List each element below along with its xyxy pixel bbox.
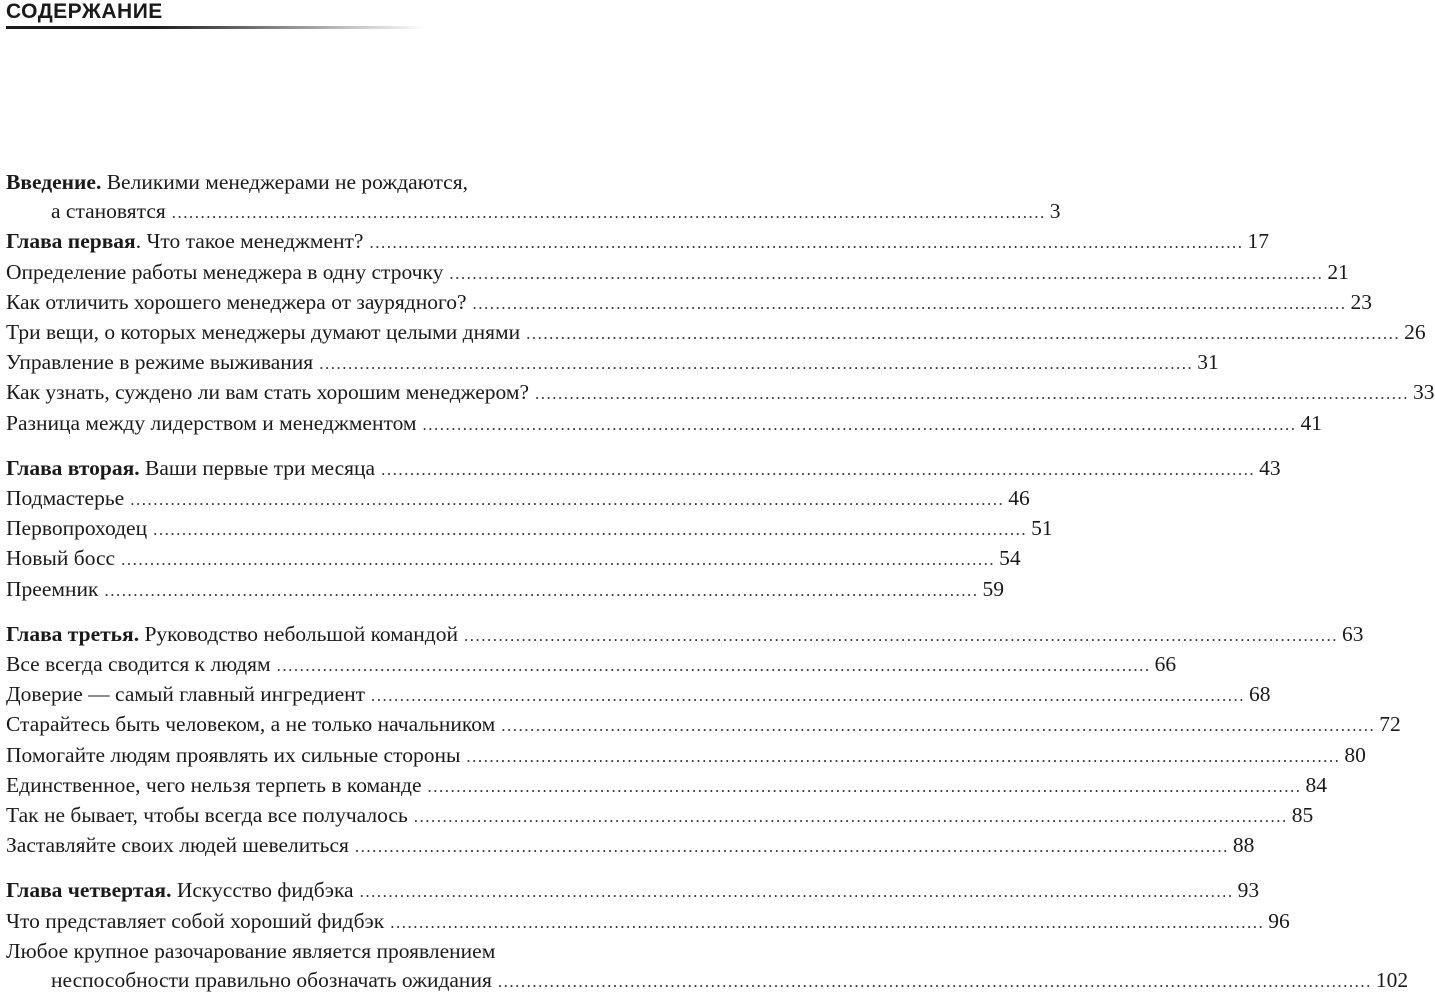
- entry-title: [51, 197, 166, 226]
- chapter-label: Глава третья.: [6, 621, 140, 646]
- entry-text: Великими менеджерами не рождаются,: [101, 170, 468, 194]
- entry-title: [6, 409, 417, 438]
- toc-line: [6, 907, 1290, 937]
- dot-leader: ........................................................................................................................................................: [526, 324, 1401, 344]
- toc-entry[interactable]: [6, 454, 1281, 484]
- toc-entry[interactable]: [6, 907, 1290, 937]
- chapter-label: Введение.: [6, 170, 102, 194]
- page-number: 23: [1350, 289, 1373, 314]
- dot-leader: ........................................................................................................................................................: [497, 972, 1372, 992]
- entry-text: Так не бывает, чтобы всегда все получалось: [6, 803, 408, 828]
- entry-text: Первопроходец: [6, 516, 148, 541]
- entry-title: [6, 907, 384, 936]
- toc-line: [6, 258, 1349, 288]
- dot-leader: ........................................................................................................................................................: [371, 686, 1246, 706]
- dot-leader: ........................................................................................................................................................: [449, 263, 1324, 283]
- dot-leader: ........................................................................................................................................................: [354, 837, 1229, 857]
- page-number: 66: [1154, 652, 1177, 677]
- toc-entry[interactable]: [6, 771, 1328, 801]
- dot-leader: ........................................................................................................................................................: [501, 716, 1376, 736]
- page-number: 41: [1300, 410, 1323, 435]
- page-number: 96: [1268, 908, 1290, 933]
- entry-text: Ваши первые три месяца: [139, 455, 376, 480]
- toc-entry[interactable]: [6, 544, 1021, 574]
- entry-title: [6, 227, 363, 256]
- page-number: 51: [1031, 516, 1053, 541]
- toc-entry[interactable]: [6, 741, 1366, 771]
- dot-leader: ........................................................................................................................................................: [319, 354, 1194, 374]
- toc-line: [6, 620, 1364, 650]
- entry-text: Как отличить хорошего менеджера от заурядного?: [6, 289, 467, 314]
- page-number: 68: [1249, 682, 1271, 707]
- toc-line: [6, 227, 1269, 257]
- entry-title: [6, 168, 468, 197]
- entry-title: [6, 378, 529, 407]
- toc-line: [6, 409, 1323, 439]
- dot-leader: ........................................................................................................................................................: [171, 203, 1046, 223]
- toc-line: [6, 454, 1281, 484]
- page-number: 17: [1247, 229, 1269, 254]
- toc-entry[interactable]: [6, 937, 1409, 996]
- chapter-label: Глава первая: [6, 229, 136, 254]
- entry-title: [6, 771, 422, 800]
- toc-line: [6, 650, 1177, 680]
- dot-leader: ........................................................................................................................................................: [104, 580, 979, 600]
- toc-group: [6, 168, 1435, 439]
- toc-entry[interactable]: [6, 801, 1314, 831]
- page-title: СОДЕРЖАНИЕ: [6, 0, 163, 23]
- toc-line: [6, 197, 1061, 227]
- page-number: 102: [1375, 968, 1409, 993]
- page-number: 31: [1197, 350, 1219, 375]
- toc-entry[interactable]: [6, 876, 1260, 906]
- entry-title: [6, 288, 467, 317]
- entry-title: [6, 801, 408, 830]
- toc-line: [6, 318, 1426, 348]
- chapter-label: Глава вторая.: [6, 455, 140, 480]
- dot-leader: ........................................................................................................................................................: [130, 490, 1005, 510]
- toc-group: [6, 620, 1401, 862]
- page-number: 46: [1008, 486, 1030, 511]
- toc-line: [6, 966, 1409, 996]
- entry-text: Подмастерье: [6, 486, 125, 511]
- entry-title: [6, 514, 147, 543]
- dot-leader: ........................................................................................................................................................: [381, 459, 1256, 479]
- toc-line: [6, 378, 1435, 408]
- toc-line: [6, 801, 1314, 831]
- toc-entry[interactable]: [6, 680, 1271, 710]
- header-rule: [6, 26, 426, 29]
- entry-title: [6, 831, 349, 860]
- toc-entry[interactable]: [6, 168, 1061, 227]
- entry-title: [6, 575, 98, 604]
- entry-title: [6, 710, 495, 739]
- entry-title: [6, 318, 520, 347]
- entry-title: [6, 544, 115, 573]
- entry-title: [6, 650, 271, 679]
- entry-title: [6, 484, 124, 513]
- toc-line: [6, 544, 1021, 574]
- entry-text: Новый босс: [6, 546, 116, 571]
- entry-text: Разница между лидерством и менеджментом: [6, 410, 417, 435]
- toc-line: [6, 575, 1004, 605]
- dot-leader: ........................................................................................................................................................: [276, 656, 1151, 676]
- entry-title: [6, 348, 313, 377]
- entry-text: Управление в режиме выживания: [6, 350, 314, 375]
- page-number: 63: [1341, 621, 1364, 646]
- toc-entry[interactable]: [6, 227, 1269, 257]
- entry-text: неспособности правильно обозначать ожидания: [51, 968, 492, 993]
- entry-text: Помогайте людям проявлять их сильные стороны: [6, 742, 461, 767]
- toc-entry[interactable]: [6, 514, 1053, 544]
- toc-line: [6, 288, 1373, 318]
- entry-text: Определение работы менеджера в одну строчку: [6, 259, 444, 284]
- toc-line: [6, 168, 632, 197]
- page-number: 88: [1232, 833, 1255, 858]
- entry-text: Доверие — самый главный ингредиент: [6, 682, 366, 707]
- toc-entry[interactable]: [6, 710, 1401, 740]
- dot-leader: ........................................................................................................................................................: [153, 520, 1028, 540]
- toc-group: [6, 454, 1281, 605]
- page-number: 54: [999, 546, 1021, 571]
- page-number: 26: [1404, 320, 1426, 345]
- toc-line: [6, 937, 632, 966]
- toc-line: [6, 514, 1053, 544]
- entry-text: . Что такое менеджмент?: [135, 229, 364, 254]
- dot-leader: ........................................................................................................................................................: [390, 912, 1265, 932]
- toc-entry[interactable]: [6, 348, 1219, 378]
- entry-title: [51, 966, 492, 995]
- toc-entry[interactable]: [6, 318, 1426, 348]
- page-number: 84: [1305, 772, 1328, 797]
- toc-entry[interactable]: [6, 378, 1435, 408]
- entry-title: [6, 454, 375, 483]
- dot-leader: ........................................................................................................................................................: [535, 384, 1409, 404]
- entry-text: Любое крупное разочарование является проявлением: [6, 938, 496, 963]
- entry-title: [6, 937, 495, 966]
- dot-leader: ........................................................................................................................................................: [422, 414, 1297, 434]
- entry-text: Преемник: [6, 576, 99, 601]
- toc-group: [6, 876, 1409, 996]
- toc-line: [6, 876, 1260, 906]
- dot-leader: ........................................................................................................................................................: [359, 882, 1234, 902]
- entry-text: Что представляет собой хороший фидбэк: [6, 908, 385, 933]
- toc-line: [6, 484, 1030, 514]
- dot-leader: ........................................................................................................................................................: [369, 233, 1244, 253]
- page-number: 3: [1049, 199, 1061, 224]
- dot-leader: ........................................................................................................................................................: [121, 550, 996, 570]
- toc-entry[interactable]: [6, 258, 1349, 288]
- dot-leader: ........................................................................................................................................................: [472, 293, 1347, 313]
- page-number: 80: [1344, 742, 1366, 767]
- toc-line: [6, 771, 1328, 801]
- toc-entry[interactable]: [6, 484, 1030, 514]
- entry-title: [6, 876, 354, 905]
- chapter-label: Глава четвертая.: [6, 878, 172, 903]
- entry-text: Искусство фидбэка: [171, 878, 354, 903]
- entry-text: а становятся: [51, 199, 166, 224]
- entry-title: [6, 258, 443, 287]
- page-number: 72: [1379, 712, 1401, 737]
- entry-text: Старайтесь быть человеком, а не только начальником: [6, 712, 496, 737]
- toc-entry[interactable]: [6, 620, 1364, 650]
- toc-line: [6, 710, 1401, 740]
- page-number: 93: [1237, 878, 1260, 903]
- entry-text: Как узнать, суждено ли вам стать хорошим менеджером?: [6, 380, 529, 405]
- page-header: [6, 0, 426, 32]
- entry-title: [6, 680, 365, 709]
- toc-line: [6, 680, 1271, 710]
- dot-leader: ........................................................................................................................................................: [427, 776, 1302, 796]
- toc-line: [6, 348, 1219, 378]
- entry-text: Три вещи, о которых менеджеры думают целыми днями: [6, 320, 521, 345]
- toc-line: [6, 831, 1255, 861]
- dot-leader: ........................................................................................................................................................: [413, 807, 1288, 827]
- table-of-contents: [6, 168, 1435, 996]
- page-number: 21: [1327, 259, 1349, 284]
- entry-title: [6, 620, 458, 649]
- entry-text: Руководство небольшой командой: [139, 621, 458, 646]
- dot-leader: ........................................................................................................................................................: [466, 746, 1341, 766]
- page-number: 59: [982, 576, 1004, 601]
- toc-entry[interactable]: [6, 575, 1004, 605]
- toc-entry[interactable]: [6, 409, 1323, 439]
- toc-entry[interactable]: [6, 650, 1177, 680]
- toc-entry[interactable]: [6, 831, 1255, 861]
- page-number: 85: [1291, 803, 1314, 828]
- entry-text: Все всегда сводится к людям: [6, 652, 271, 677]
- page-number: 43: [1259, 455, 1281, 480]
- toc-line: [6, 741, 1366, 771]
- entry-text: Единственное, чего нельзя терпеть в команде: [6, 772, 422, 797]
- toc-entry[interactable]: [6, 288, 1373, 318]
- page-number: 33: [1413, 380, 1435, 405]
- entry-title: [6, 741, 460, 770]
- dot-leader: ........................................................................................................................................................: [463, 625, 1338, 645]
- entry-text: Заставляйте своих людей шевелиться: [6, 833, 349, 858]
